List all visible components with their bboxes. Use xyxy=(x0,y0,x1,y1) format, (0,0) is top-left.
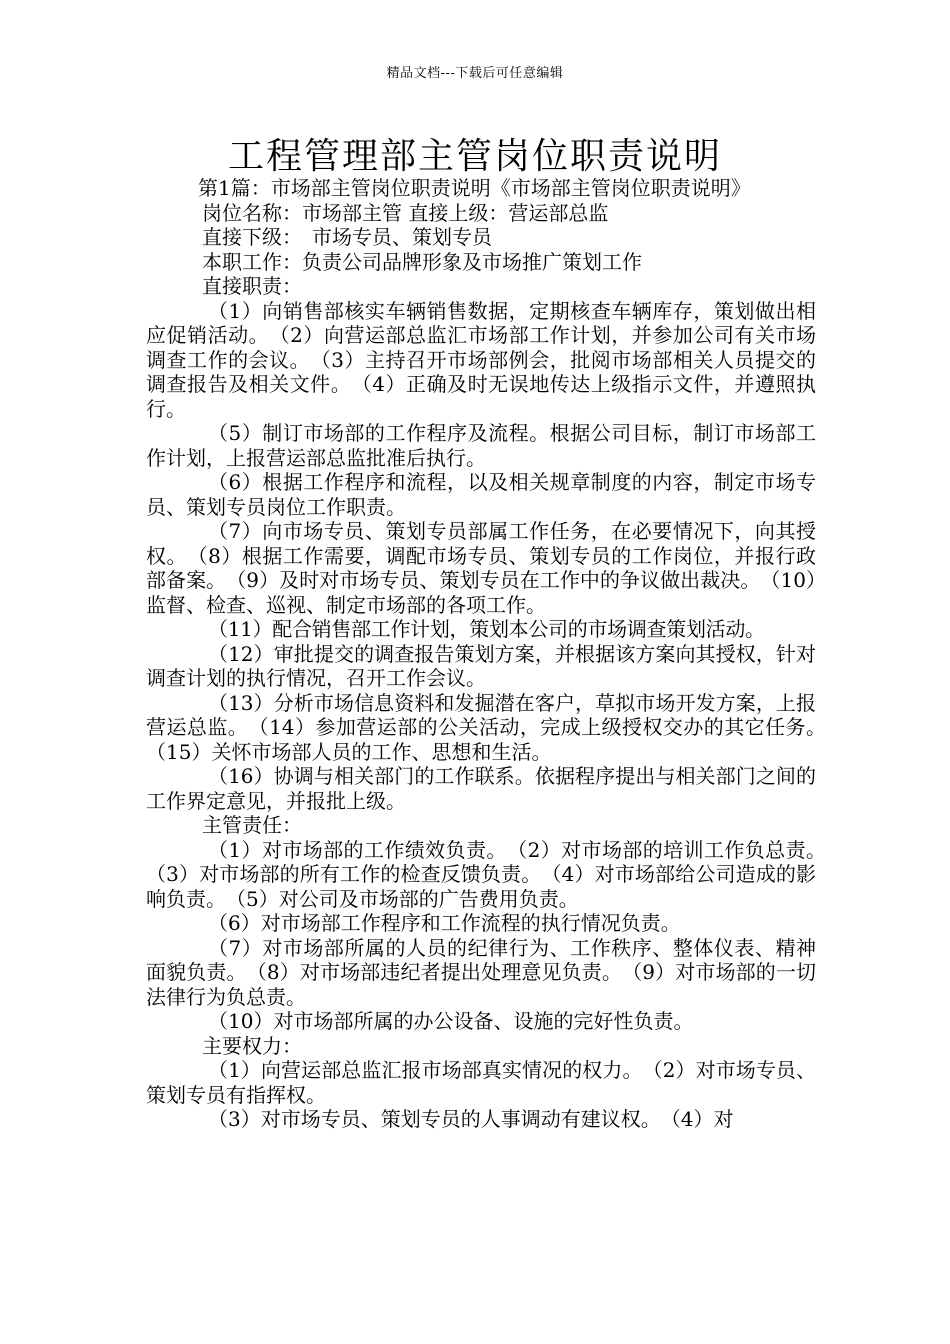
direct-duty-paragraph: （6）根据工作程序和流程，以及相关规章制度的内容，制定市场专员、策划专员岗位工作职责。 xyxy=(146,470,816,519)
direct-duty-paragraph: （5）制订市场部的工作程序及流程。根据公司目标，制订市场部工作计划，上报营运部总监批准后执行。 xyxy=(146,421,816,470)
power-paragraph: （3）对市场专员、策划专员的人事调动有建议权。 （4）对 xyxy=(208,1107,734,1131)
responsibility-paragraph: （7）对市场部所属的人员的纪律行为、工作秩序、整体仪表、精神面貌负责。 （8）对市场部违纪者提出处理意见负责。 （9）对市场部的一切法律行为负总责。 xyxy=(146,935,816,1009)
document-body xyxy=(146,176,836,1132)
intro-paragraph: 第1篇：市场部主管岗位职责说明《市场部主管岗位职责说明》 xyxy=(198,176,751,200)
responsibility-paragraph: （1）对市场部的工作绩效负责。 （2）对市场部的培训工作负总责。 （3）对市场部的所有工作的检查反馈负责。 （4）对市场部给公司造成的影响负责。 （5）对公司及市场部的广告费用负责。 xyxy=(146,837,836,911)
direct-duty-paragraph: （13）分析市场信息资料和发掘潜在客户，草拟市场开发方案，上报营运总监。 （14）参加营运部的公关活动，完成上级授权交办的其它任务。 （15）关怀市场部人员的工作、思想和生活。 xyxy=(146,690,836,764)
document-title: 工程管理部主管岗位职责说明 xyxy=(227,136,722,177)
duty-line: 本职工作：负责公司品牌形象及市场推广策划工作 xyxy=(202,249,642,274)
direct-duty-paragraph: （12）审批提交的调查报告策划方案，并根据该方案向其授权，针对调查计划的执行情况，召开工作会议。 xyxy=(146,641,816,690)
responsibility-paragraph: （6）对市场部工作程序和工作流程的执行情况负责。 xyxy=(208,911,681,935)
subordinates-line: 直接下级： 市场专员、策划专员 xyxy=(202,225,492,249)
powers-heading: 主要权力： xyxy=(202,1033,302,1058)
direct-duty-paragraph: （11）配合销售部工作计划，策划本公司的市场调查策划活动。 xyxy=(208,617,765,641)
responsibility-paragraph: （10）对市场部所属的办公设备、设施的完好性负责。 xyxy=(208,1009,694,1033)
power-paragraph: （1）向营运部总监汇报市场部真实情况的权力。 （2）对市场专员、策划专员有指挥权。 xyxy=(146,1058,816,1107)
direct-duty-paragraph: （16）协调与相关部门的工作联系。依据程序提出与相关部门之间的工作界定意见，并报批上级。 xyxy=(146,764,816,813)
post-name-line: 岗位名称：市场部主管 直接上级：营运部总监 xyxy=(202,200,609,225)
page-header: 精品文档---下载后可任意编辑 xyxy=(386,66,564,81)
direct-duty-paragraph: （7）向市场专员、策划专员部属工作任务，在必要情况下，向其授权。 （8）根据工作需要，调配市场专员、策划专员的工作岗位，并报行政部备案。 （9）及时对市场专员、策划专员在工作中的争议做出裁决。 （10）监督、检查、巡视、制定市场部的各项工作。 xyxy=(146,519,816,617)
direct-duty-paragraph: （1）向销售部核实车辆销售数据，定期核查车辆库存，策划做出相应促销活动。 （2）向营运部总监汇市场部工作计划，并参加公司有关市场调查工作的会议。 （3）主持召开市场部例会，批阅市场部相关人员提交的调查报告及相关文件。 （4）正确及时无误地传达上级指示文件，并遵照执行。 xyxy=(146,298,816,421)
responsibilities-heading: 主管责任： xyxy=(202,813,302,837)
direct-duties-heading: 直接职责： xyxy=(202,274,302,298)
